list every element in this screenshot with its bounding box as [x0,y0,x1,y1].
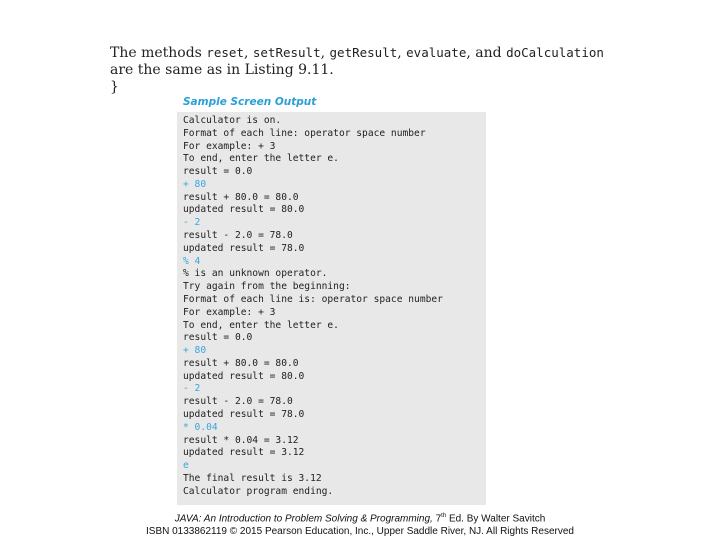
program-output-line: Calculator program ending. [183,485,334,497]
edition-number: 7 [432,513,442,525]
method-docalculation: doCalculation [506,45,604,60]
footer-copyright: ISBN 0133862119 © 2015 Pearson Education, Inc., Upper Saddle River, NJ. All Rights Reserved [146,526,574,537]
program-output-line: result * 0.04 = 3.12 [183,434,299,446]
user-input-line: * 0.04 [183,421,218,433]
program-output-line: result + 80.0 = 80.0 [183,191,299,203]
sep: , [397,45,407,61]
user-input-line: e [183,460,189,472]
user-input-line: + 80 [183,345,207,357]
closing-brace: } [110,79,119,95]
program-output-line: updated result = 80.0 [183,204,305,216]
program-output-line: result = 0.0 [183,332,253,344]
user-input-line: % 4 [183,255,201,267]
sep: , [320,45,330,61]
program-output-line: Try again from the beginning: [183,281,351,293]
method-setresult: setResult [252,45,321,60]
output-lines [183,115,443,498]
program-output-line: result + 80.0 = 80.0 [183,357,299,369]
program-output-line: Calculator is on. [183,115,282,126]
intro-text [110,44,604,96]
program-output-line: updated result = 78.0 [183,242,305,254]
program-output-line: For example: + 3 [183,306,276,318]
method-reset: reset [206,45,244,60]
program-output-line: Format of each line is: operator space number [183,293,443,305]
user-input-line: - 2 [183,383,201,395]
sep: , [243,45,253,61]
program-output-line: For example: + 3 [183,140,276,152]
program-output-line: % is an unknown operator. [183,268,328,280]
program-output-line: To end, enter the letter e. [183,153,339,165]
program-output-line: result - 2.0 = 78.0 [183,230,293,242]
intro-prefix: The methods [110,45,207,61]
program-output-line: updated result = 78.0 [183,408,305,420]
user-input-line: + 80 [183,178,207,190]
sep-and: , and [466,45,507,61]
program-output-line: updated result = 3.12 [183,447,305,459]
program-output-line: updated result = 80.0 [183,370,305,382]
user-input-line: - 2 [183,217,201,229]
method-getresult: getResult [329,45,398,60]
program-output-line: The final result is 3.12 [183,472,322,484]
edition-author: Ed. By Walter Savitch [446,513,546,525]
book-title: JAVA: An Introduction to Problem Solving & Programming, [174,513,433,525]
intro-line-1 [110,44,604,62]
program-output-line: Format of each line: operator space number [183,127,426,139]
sample-output-caption: Sample Screen Output [183,96,317,108]
method-evaluate: evaluate [406,45,467,60]
program-output-line: To end, enter the letter e. [183,319,339,331]
program-output-line: result = 0.0 [183,166,253,178]
program-output-line: result - 2.0 = 78.0 [183,396,293,408]
footer-citation [0,513,720,524]
edition-suffix: th [441,513,447,519]
intro-line-2: are the same as in Listing 9.11. [110,62,334,78]
